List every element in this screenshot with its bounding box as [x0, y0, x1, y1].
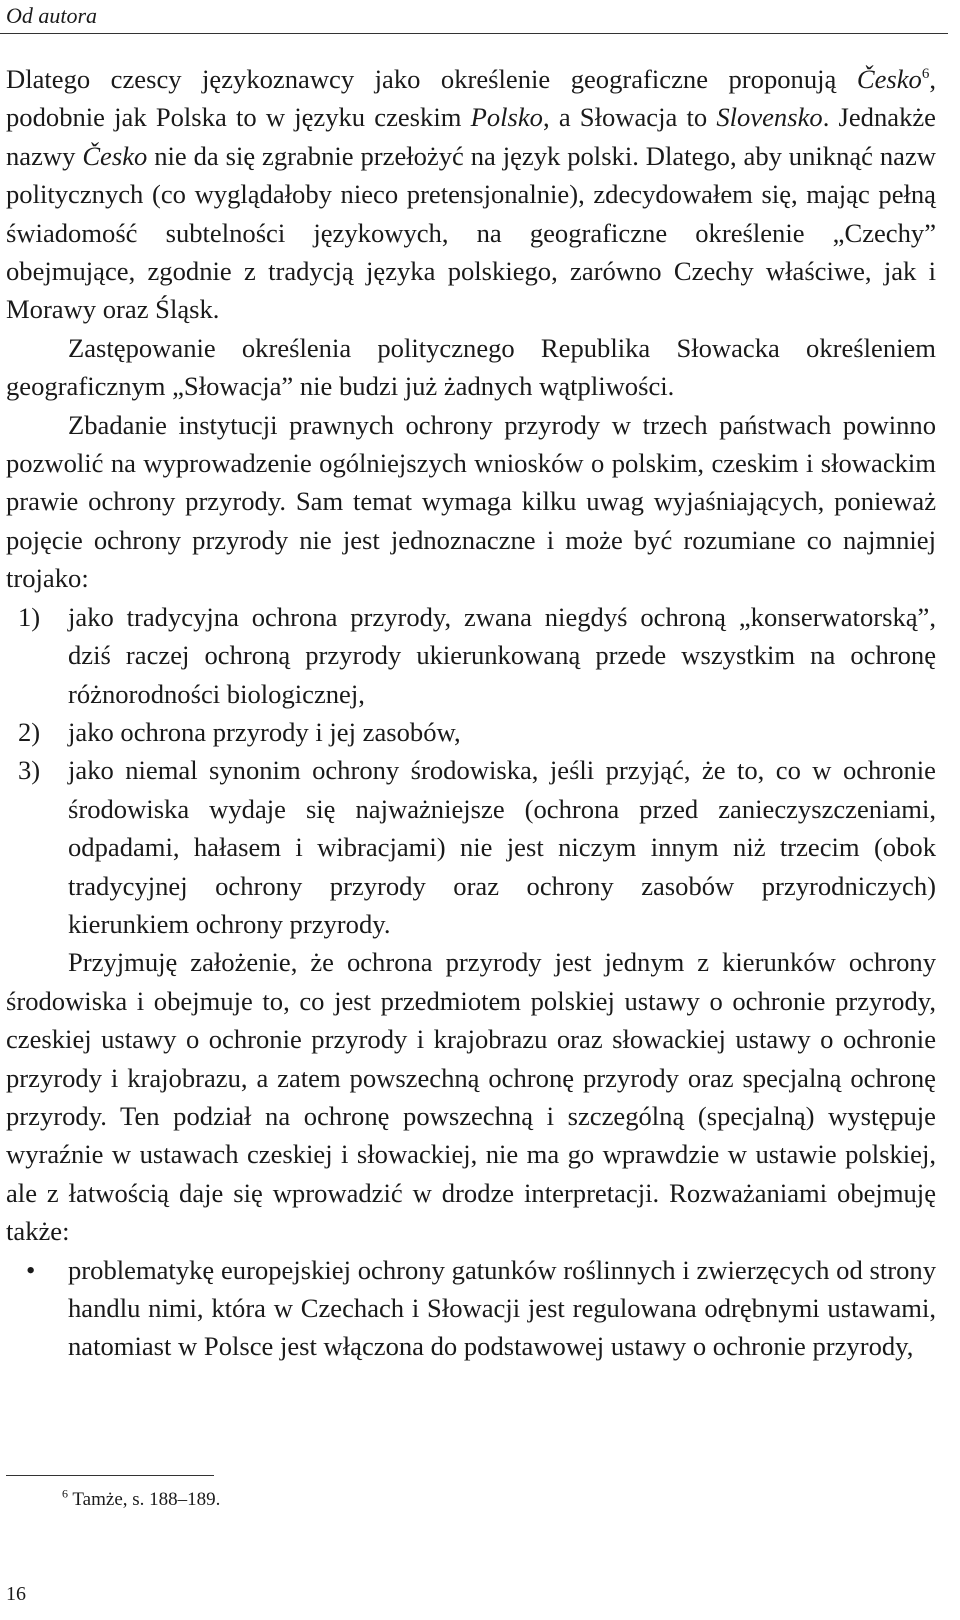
term-cesko: Česko — [856, 64, 922, 94]
list-item — [6, 598, 936, 713]
footnote-divider — [6, 1475, 214, 1476]
term-slovensko: Slovensko — [716, 102, 823, 133]
numbered-list — [6, 598, 936, 944]
list-item-text: jako niemal synonim ochrony środowiska, jeśli przyjąć, że to, co w ochronie środowiska wydaje się najważniejsze (ochrona przed zanieczyszczeniami, odpadami, hałasem i wibracjami) nie jest niczym innym niż trzecim (obok tradycyjnej ochrony przyrody oraz ochrony zasobów przyrodniczych) kierunkiem ochrony przyrody. — [68, 755, 936, 939]
term-polsko: Polsko — [470, 102, 543, 133]
bullet-icon: • — [26, 1254, 36, 1285]
footnote-ref[interactable]: 6 — [921, 66, 930, 83]
list-marker: 2) — [18, 716, 41, 747]
footnote-text: Tamże, s. 188–189. — [68, 1489, 221, 1510]
footnote-number: 6 — [62, 1486, 68, 1501]
footnote — [62, 1488, 220, 1512]
bullet-item-text: problematykę europejskiej ochrony gatunków roślinnych i zwierzęcych od strony handlu nimi, która w Czechach i Słowacji jest regulowana odrębnymi ustawami, natomiast w Polsce jest włączona do podstawowej ustawy o ochronie przyrody, — [68, 1254, 936, 1362]
bullet-item — [6, 1251, 936, 1366]
running-header: Od autora — [6, 3, 98, 28]
list-marker: 3) — [18, 755, 41, 786]
paragraph-1: Dlatego czescy językoznawcy jako określenie geograficzne proponują Česko$^6$, podobnie jak Polska to w języku czeskim Polsko, a Słowacja to Slovensko. Jednakże nazwy Česko nie da się zgrabnie przełożyć na język polski. Dlatego, aby uniknąć nazw politycznych (co wyglądałoby nieco pretensjonalnie), zdecydowałem się, mając pełną świadomość subtelności językowych, na geograficzne określenie „Czechy” obejmujące, zgodnie z tradycją języka polskiego, zarówno Czechy właściwe, jak i Morawy oraz Śląsk. — [6, 64, 936, 325]
main-text — [6, 60, 936, 1366]
paragraph-4: Przyjmuję założenie, że ochrona przyrody jest jednym z kierunków ochrony środowiska i obejmuje to, co jest przedmiotem polskiej ustawy o ochronie przyrody, czeskiej ustawy o ochronie przyrody i krajobrazu oraz słowackiej ustawy o ochronie przyrody i krajobrazu, a zatem powszechną ochronę przyrody oraz specjalną ochronę przyrody. Ten podział na ochronę powszechną i szczególną (specjalną) występuje wyraźnie w ustawach czeskiej i słowackiej, nie ma go wprawdzie w ustawie polskiej, ale z łatwością daje się wprowadzić w drodze interpretacji. Rozważaniami obejmuję także: — [6, 947, 936, 1247]
list-item — [6, 751, 936, 943]
paragraph-2: Zastępowanie określenia politycznego Republika Słowacka określeniem geograficznym „Słowacja” nie budzi już żadnych wątpliwości. — [6, 332, 936, 402]
header-divider — [0, 33, 948, 34]
term-cesko-2: Česko — [82, 140, 148, 171]
bullet-list — [6, 1251, 936, 1366]
page-number: 16 — [6, 1583, 26, 1605]
list-marker: 1) — [18, 601, 41, 632]
list-item-text: jako ochrona przyrody i jej zasobów, — [68, 716, 461, 747]
list-item — [6, 713, 936, 751]
list-item-text: jako tradycyjna ochrona przyrody, zwana niegdyś ochroną „konserwatorską”, dziś raczej ochroną przyrody ukierunkowaną przede wszystkim na ochronę różnorodności biologicznej, — [68, 601, 936, 709]
paragraph-3: Zbadanie instytucji prawnych ochrony przyrody w trzech państwach powinno pozwolić na wyprowadzenie ogólniejszych wniosków o polskim, czeskim i słowackim prawie ochrony przyrody. Sam temat wymaga kilku uwag wyjaśniających, ponieważ pojęcie ochrony przyrody nie jest jednoznaczne i może być rozumiane co najmniej trojako: — [6, 409, 936, 594]
